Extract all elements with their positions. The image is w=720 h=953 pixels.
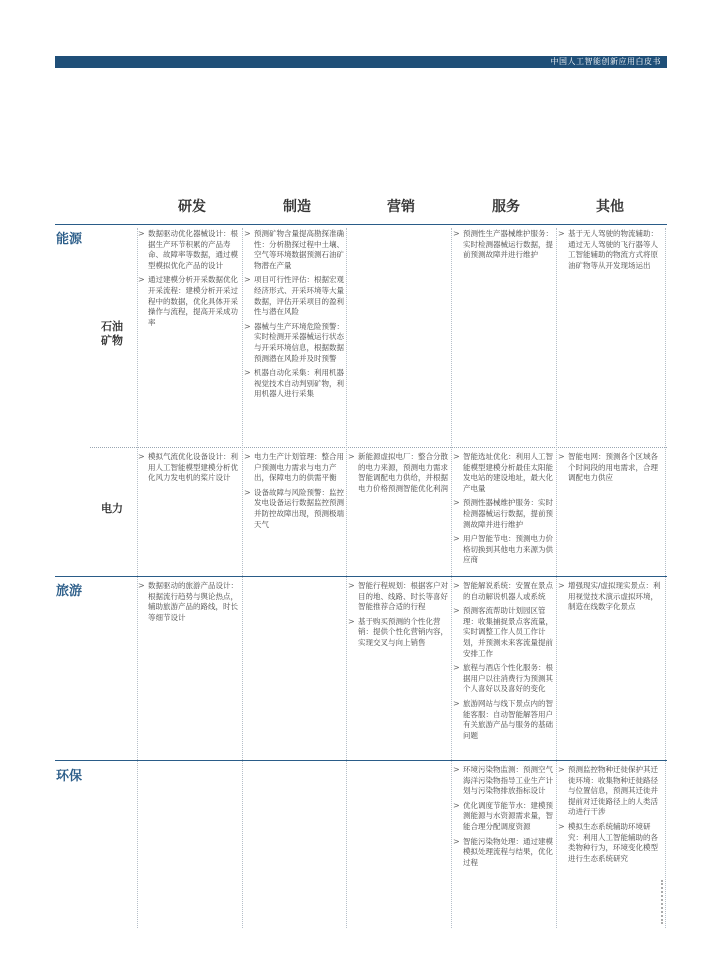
list-item: > 环境污染物监测：预测空气海洋污染物指导工业生产计划与污染物排放指标设计 bbox=[453, 765, 553, 797]
row-divider-power bbox=[90, 447, 667, 448]
subcategory-power: 电力 bbox=[101, 502, 123, 515]
list-item: > 预测监控物种迁徙保护其迁徙环境：收集物种迁徙路径与位置信息，预测其迁徙并提前对迁徙路径上的人类活动进行干涉 bbox=[558, 765, 662, 818]
row-divider-tourism bbox=[55, 576, 667, 577]
list-item: > 旅程与酒店个性化服务：根据用户以往消费行为预测其个人喜好以及喜好的变化 bbox=[453, 663, 553, 695]
category-tourism: 旅游 bbox=[56, 584, 83, 599]
cell-energy-power-manufacturing bbox=[244, 452, 344, 534]
header-title: 中国人工智能创新应用白皮书 bbox=[550, 57, 661, 66]
subcategory-oil-minerals: 石油 矿物 bbox=[101, 320, 123, 347]
column-separator bbox=[665, 228, 666, 928]
cell-energy-power-service bbox=[453, 452, 553, 570]
column-separator bbox=[137, 228, 138, 928]
column-header-service: 服务 bbox=[492, 199, 520, 215]
cell-tourism-service bbox=[453, 581, 553, 745]
category-energy: 能源 bbox=[56, 232, 83, 247]
list-item: > 电力生产计划管理：整合用户预测电力需求与电力产出，保障电力的供需平衡 bbox=[244, 452, 344, 484]
cell-environment-other bbox=[558, 765, 662, 868]
list-item: > 智能行程规划：根据客户对目的地、线路、时长等喜好智能推荐合适的行程 bbox=[348, 581, 449, 613]
column-separator bbox=[242, 228, 243, 928]
category-environment: 环保 bbox=[56, 769, 83, 784]
list-item: > 智能选址优化：利用人工智能模型建模分析最佳太阳能发电站的建设地址，最大化产电量 bbox=[453, 452, 553, 494]
list-item: > 设备故障与风险预警：监控发电设备运行数据监控预测并防控故障出现，预测极端天气 bbox=[244, 488, 344, 530]
list-item: > 器械与生产环境危险预警：实时检测开采器械运行状态与开采环境信息，根据数据预测潜在风险并及时预警 bbox=[244, 322, 344, 364]
column-header-other: 其他 bbox=[596, 199, 624, 215]
column-header-manufacturing: 制造 bbox=[283, 199, 311, 215]
list-item: > 模拟气流优化设备设计：利用人工智能模型建模分析优化风力发电机的桨片设计 bbox=[138, 452, 240, 484]
list-item: > 预测客流帮助计划园区管理：收集捕捉景点客流量，实时调整工作人员工作计划，并预测未来客流量提前安排工作 bbox=[453, 606, 553, 659]
table-top-rule bbox=[55, 224, 667, 225]
list-item: > 优化调度节能节水：建模预测能源与水资源需求量，智能合理分配调度资源 bbox=[453, 801, 553, 833]
list-item: > 新能源虚拟电厂：整合分散的电力来源，预测电力需求智能调配电力供给，并根据电力价格预测智能优化利润 bbox=[348, 452, 449, 494]
list-item: > 机器自动化采集：利用机器视觉技术自动判别矿物，利用机器人进行采集 bbox=[244, 368, 344, 400]
list-item: > 智能电网：预测各个区域各个时间段的用电需求，合理调配电力供应 bbox=[558, 452, 662, 484]
cell-tourism-rnd bbox=[138, 581, 240, 627]
header-bar bbox=[55, 56, 667, 68]
cell-energy-oil-rnd bbox=[138, 229, 240, 332]
list-item: > 项目可行性评估：根据宏观经济形式、开采环境等大量数据，评估开采项目的盈利性与潜在风险 bbox=[244, 275, 344, 317]
list-item: > 通过建模分析开采数据优化开采流程：建模分析开采过程中的数据，优化具体开采操作与流程，提高开采成功率 bbox=[138, 275, 240, 328]
list-item: > 用户智能节电：预测电力价格切换到其他电力来源为供应商 bbox=[453, 534, 553, 566]
cell-tourism-other bbox=[558, 581, 662, 617]
cell-energy-power-other bbox=[558, 452, 662, 488]
list-item: > 预测矿物含量提高勘探准确性：分析勘探过程中土壤、空气等环境数据预测石油矿物潜在产量 bbox=[244, 229, 344, 271]
list-item: > 预测性器械维护服务：实时检测器械运行数据，提前预测故障并进行维护 bbox=[453, 498, 553, 530]
row-divider-environment bbox=[55, 760, 667, 761]
decorative-dots bbox=[661, 880, 666, 924]
column-header-rnd: 研发 bbox=[178, 199, 206, 215]
list-item: > 预测性生产器械维护服务：实时检测器械运行数据，提前预测故障并进行维护 bbox=[453, 229, 553, 261]
list-item: > 基于无人驾驶的物流辅助：通过无人驾驶的飞行器等人工智能辅助的物流方式将原油矿物等从开发现场运出 bbox=[558, 229, 662, 271]
column-separator bbox=[346, 228, 347, 928]
list-item: > 数据驱动优化器械设计：根据生产环节积累的产品寿命、故障率等数据，通过模型模拟优化产品的设计 bbox=[138, 229, 240, 271]
list-item: > 模拟生态系统辅助环境研究：利用人工智能辅助的各类物种行为，环境变化模型进行生态系统研究 bbox=[558, 822, 662, 864]
cell-energy-oil-manufacturing bbox=[244, 229, 344, 404]
column-header-marketing: 营销 bbox=[387, 199, 415, 215]
column-separator bbox=[556, 228, 557, 928]
list-item: > 旅游网站与线下景点内的智能客服：自动智能解答用户有关旅游产品与服务的基础问题 bbox=[453, 699, 553, 741]
cell-energy-power-rnd bbox=[138, 452, 240, 488]
column-separator bbox=[451, 228, 452, 928]
list-item: > 智能解说系统：安置在景点的自动解说机器人或系统 bbox=[453, 581, 553, 602]
list-item: > 数据驱动的旅游产品设计：根据流行趋势与舆论热点，辅助旅游产品的路线，时长等细节设计 bbox=[138, 581, 240, 623]
list-item: > 增强现实/虚拟现实景点：利用视觉技术演示虚拟环境，制造在线数字化景点 bbox=[558, 581, 662, 613]
cell-energy-power-marketing bbox=[348, 452, 449, 498]
list-item: > 智能污染物处理：通过建模模拟处理流程与结果，优化过程 bbox=[453, 837, 553, 869]
cell-energy-oil-service bbox=[453, 229, 553, 265]
cell-environment-service bbox=[453, 765, 553, 872]
cell-energy-oil-other bbox=[558, 229, 662, 275]
cell-tourism-marketing bbox=[348, 581, 449, 653]
list-item: > 基于购买预测的个性化营销：提供个性化营销内容，实现交叉与向上销售 bbox=[348, 617, 449, 649]
